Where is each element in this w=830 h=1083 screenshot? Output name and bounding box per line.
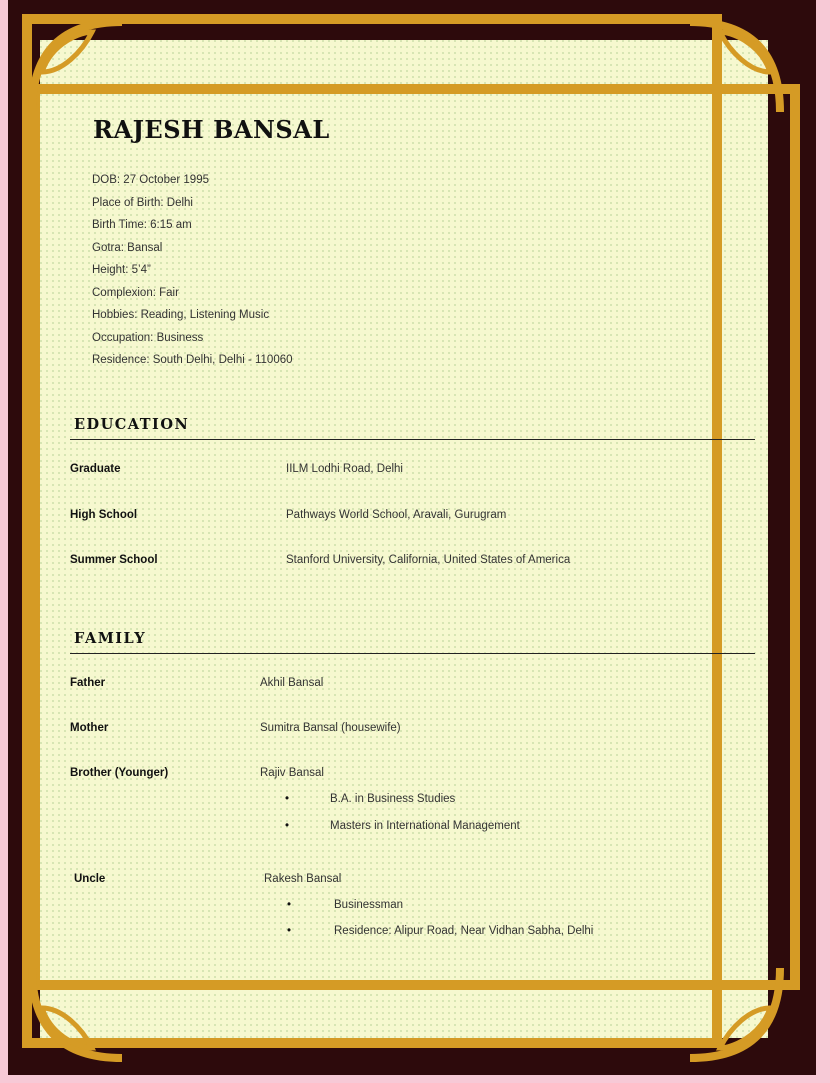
bullet-icon: • — [285, 820, 290, 832]
detail-occupation: Occupation: Business — [92, 331, 204, 344]
education-label-high-school: High School — [70, 509, 138, 521]
detail-dob: DOB: 27 October 1995 — [92, 174, 209, 186]
detail-birth-time: Birth Time: 6:15 am — [92, 219, 192, 231]
detail-height: Height: 5’4” — [92, 264, 151, 276]
brother-detail-item: Masters in International Management — [330, 820, 520, 832]
bullet-icon: • — [287, 899, 292, 911]
detail-gotra: Gotra: Bansal — [92, 241, 163, 254]
brother-detail-item: B.A. in Business Studies — [330, 793, 456, 805]
corner-ornament-icon — [680, 12, 790, 122]
education-label-summer-school: Summer School — [70, 554, 158, 566]
family-value-uncle: Rakesh Bansal — [264, 873, 342, 885]
detail-place-of-birth: Place of Birth: Delhi — [92, 196, 193, 209]
education-value-graduate: IILM Lodhi Road, Delhi — [286, 463, 403, 475]
family-divider — [70, 653, 755, 654]
education-value-high-school: Pathways World School, Aravali, Gurugram — [286, 509, 507, 521]
family-label-mother: Mother — [70, 722, 109, 734]
family-value-mother: Sumitra Bansal (housewife) — [260, 722, 401, 734]
family-value-brother: Rajiv Bansal — [260, 767, 324, 779]
family-label-uncle: Uncle — [74, 873, 106, 885]
education-label-graduate: Graduate — [70, 463, 121, 475]
family-heading: FAMILY — [74, 630, 147, 647]
candidate-name: RAJESH BANSAL — [93, 115, 330, 144]
education-divider — [70, 439, 755, 440]
bullet-icon: • — [287, 925, 292, 937]
detail-residence: Residence: South Delhi, Delhi - 110060 — [92, 354, 293, 366]
uncle-detail-item: Residence: Alipur Road, Near Vidhan Sabha, Delhi — [334, 925, 594, 937]
education-heading: EDUCATION — [74, 416, 190, 433]
family-label-brother: Brother (Younger) — [70, 767, 169, 779]
detail-hobbies: Hobbies: Reading, Listening Music — [92, 309, 270, 321]
personal-details — [92, 171, 293, 374]
bullet-icon: • — [285, 793, 290, 805]
corner-ornament-icon — [22, 958, 132, 1068]
family-value-father: Akhil Bansal — [260, 677, 324, 689]
education-value-summer-school: Stanford University, California, United States of America — [286, 554, 571, 566]
corner-ornament-icon — [680, 958, 790, 1068]
corner-ornament-icon — [22, 12, 132, 122]
family-label-father: Father — [70, 677, 106, 689]
detail-complexion: Complexion: Fair — [92, 286, 179, 299]
uncle-detail-item: Businessman — [334, 899, 404, 911]
